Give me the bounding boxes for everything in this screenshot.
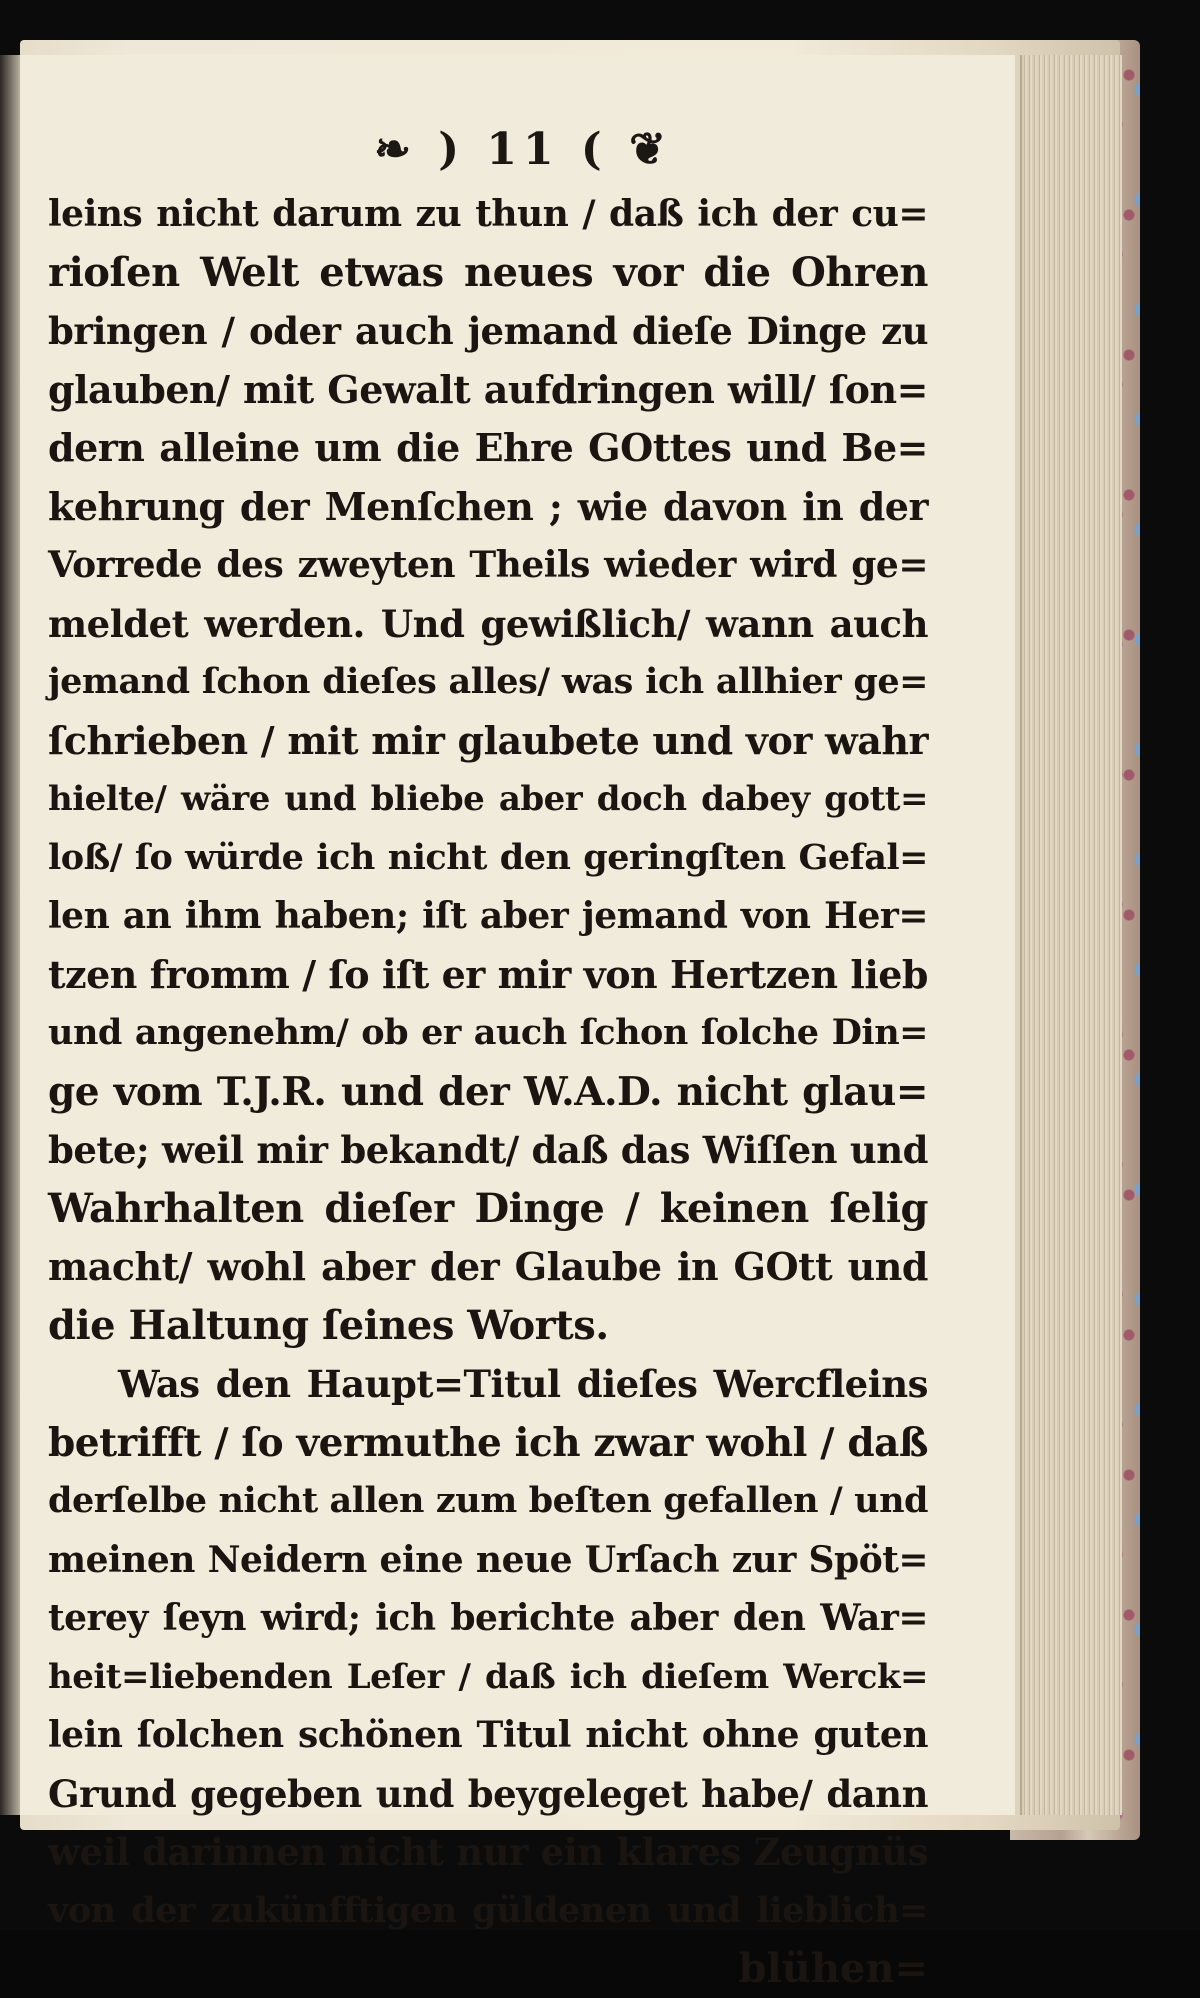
text-line: heit=liebenden Leſer / daß ich dieſem Werck= xyxy=(48,1656,928,1697)
text-line: kehrung der Menſchen ; wie davon in der xyxy=(48,483,928,529)
text-line: die Haltung ſeines Worts. xyxy=(48,1301,609,1349)
text-line: Was den Haupt=Titul dieſes Wercfleins xyxy=(118,1362,928,1406)
text-line: Vorrede des zweyten Theils wieder wird ge= xyxy=(48,544,928,586)
text-line: weil darinnen nicht nur ein klares Zeugnüs xyxy=(48,1830,928,1874)
text-line: bete; weil mir bekandt/ daß das Wiſſen und xyxy=(48,1128,928,1172)
page-fore-edge xyxy=(1020,55,1122,1815)
text-line: glauben/ mit Gewalt aufdringen will/ ſon= xyxy=(48,366,928,412)
text-line: derſelbe nicht allen zum beſten gefallen / und xyxy=(48,1480,928,1521)
book-page xyxy=(20,55,1015,1992)
text-line: terey ſeyn wird; ich berichte aber den War= xyxy=(48,1597,928,1639)
text-line: Grund gegeben und beygeleget habe/ dann xyxy=(48,1771,928,1816)
page-header: ❧ ) 11 ( ❦ xyxy=(374,124,672,175)
text-line: len an ihm haben; iſt aber jemand von Her= xyxy=(48,895,928,937)
text-line: ſchrieben / mit mir glaubete und vor wahr xyxy=(48,717,928,763)
text-line: betrifft / ſo vermuthe ich zwar wohl / daß xyxy=(48,1419,928,1466)
text-line: leins nicht darum zu thun / daß ich der cu= xyxy=(48,193,928,235)
text-line: hielte/ wäre und bliebe aber doch dabey gott= xyxy=(48,779,928,819)
text-line: von der zukünfftigen güldenen und lieblich= xyxy=(48,1889,928,1931)
text-line: und angenehm/ ob er auch ſchon ſolche Din= xyxy=(48,1012,928,1053)
page-text xyxy=(48,115,928,1998)
catchword: blühen= xyxy=(738,1945,928,1992)
text-line: meinen Neidern eine neue Urſach zur Spöt= xyxy=(48,1538,928,1581)
text-line: bringen / oder auch jemand dieſe Dinge zu xyxy=(48,309,928,353)
gutter-shadow xyxy=(0,55,20,1815)
text-line: tzen fromm / ſo iſt er mir von Hertzen lieb xyxy=(48,951,928,997)
text-line: ge vom T.J.R. und der W.A.D. nicht glau= xyxy=(48,1068,928,1115)
text-line: loß/ ſo würde ich nicht den geringſten Gefal= xyxy=(48,836,928,878)
text-line: macht/ wohl aber der Glaube in GOtt und xyxy=(48,1244,928,1289)
text-line: meldet werden. Und gewißlich/ wann auch xyxy=(48,601,928,646)
text-line: Wahrhalten dieſer Dinge / keinen ſelig xyxy=(48,1184,928,1232)
text-line: rioſen Welt etwas neues vor die Ohren xyxy=(48,248,928,296)
text-line: lein ſolchen schönen Titul nicht ohne guten xyxy=(48,1714,928,1756)
text-line: jemand ſchon dieſes alles/ was ich allhier ge= xyxy=(48,661,928,702)
text-line: dern alleine um die Ehre GOttes und Be= xyxy=(48,425,928,470)
